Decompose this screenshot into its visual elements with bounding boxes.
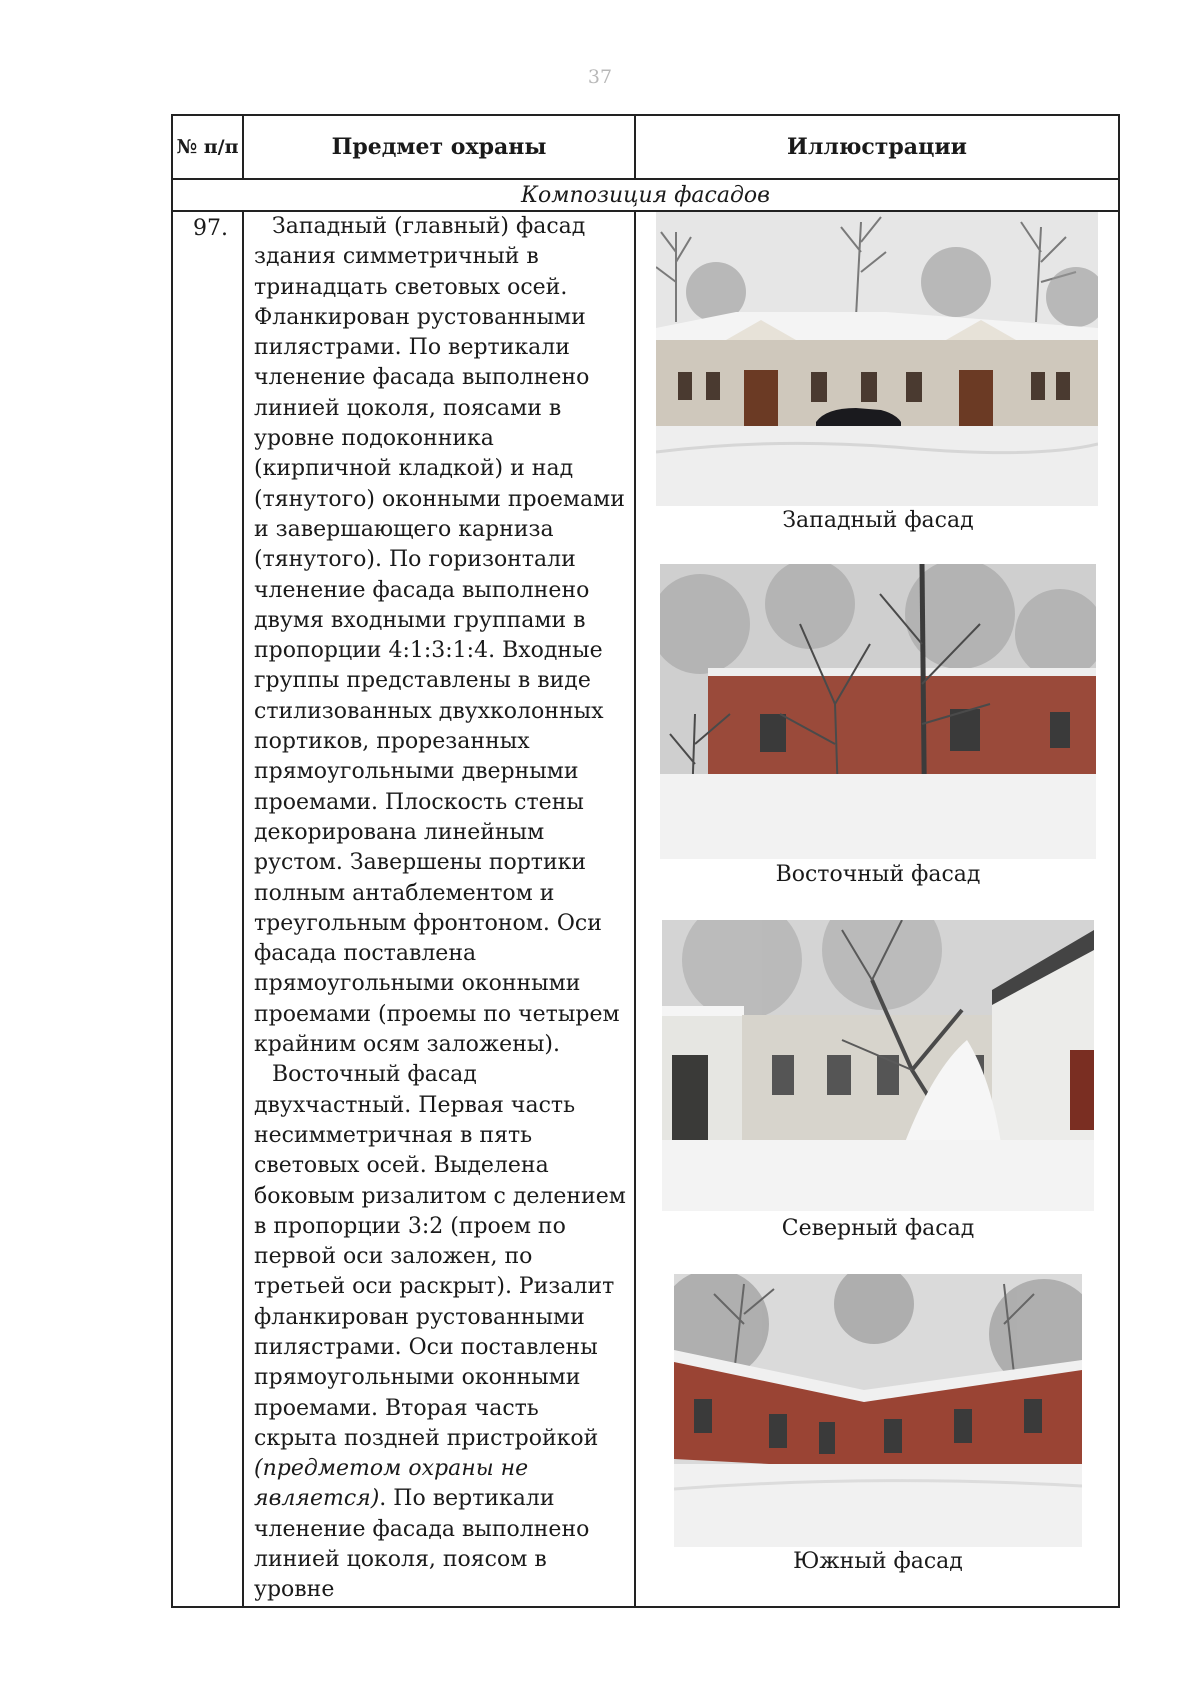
east-paragraph-italic-note: (предметом охраны не является) [254,1456,529,1512]
protection-subject-table [171,114,1120,1608]
east-facade-photo [660,564,1096,859]
north-facade-caption: Северный фасад [781,1216,975,1241]
west-facade-photo [656,212,1098,506]
east-facade-caption: Восточный фасад [775,862,981,887]
section-row [172,179,1119,211]
section-title: Композиция фасадов [172,179,1119,211]
page-number: 37 [587,66,613,88]
east-paragraph-end: . По вертикали членение фасада выполнено линией цоколя, поясом в уровне [254,1486,590,1603]
west-facade-paragraph: Западный (главный) фасад здания симметричный в тринадцать световых осей. Фланкирован рустованными пилястрами. По вертикали членение фасада выполнено линией цоколя, поясами в уровне подоконника (кирпичной кладкой) и над (тянутого) оконными проемами и завершающего карниза (тянутого). По горизонтали членение фасада выполнено двумя входными группами в пропорции 4:1:3:1:4. Входные группы представлены в виде стилизованных двухколонных портиков, прорезанных прямоугольными дверными проемами. Плоскость стены декорирована линейным рустом. Завершены портики полным антаблементом и треугольным фронтоном. Оси фасада поставлена прямоугольными оконными проемами (проемы по четырем крайним осям заложены). [254,214,625,1058]
table-header-row [172,115,1119,179]
table-row [172,211,1119,1607]
east-facade-paragraph [254,1060,626,1605]
south-facade-photo [674,1274,1082,1547]
row-description [243,211,635,1607]
row-number: 97. [172,211,243,1607]
header-number: № п/п [172,115,243,179]
illustrations-cell [635,211,1119,1607]
south-facade-caption: Южный фасад [793,1549,963,1574]
north-facade-photo [662,920,1094,1211]
header-subject: Предмет охраны [243,115,635,179]
west-facade-caption: Западный фасад [782,508,974,533]
east-paragraph-start: Восточный фасад двухчастный. Первая часть несимметричная в пять световых осей. Выделена боковым ризалитом с делением в пропорции 3:2 (проем по первой оси заложен, по третьей оси раскрыт). Ризалит фланкирован рустованными пилястрами. Оси поставлены прямоугольными оконными проемами. Вторая часть скрыта поздней пристройкой [254,1062,626,1451]
header-illustrations: Иллюстрации [635,115,1119,179]
